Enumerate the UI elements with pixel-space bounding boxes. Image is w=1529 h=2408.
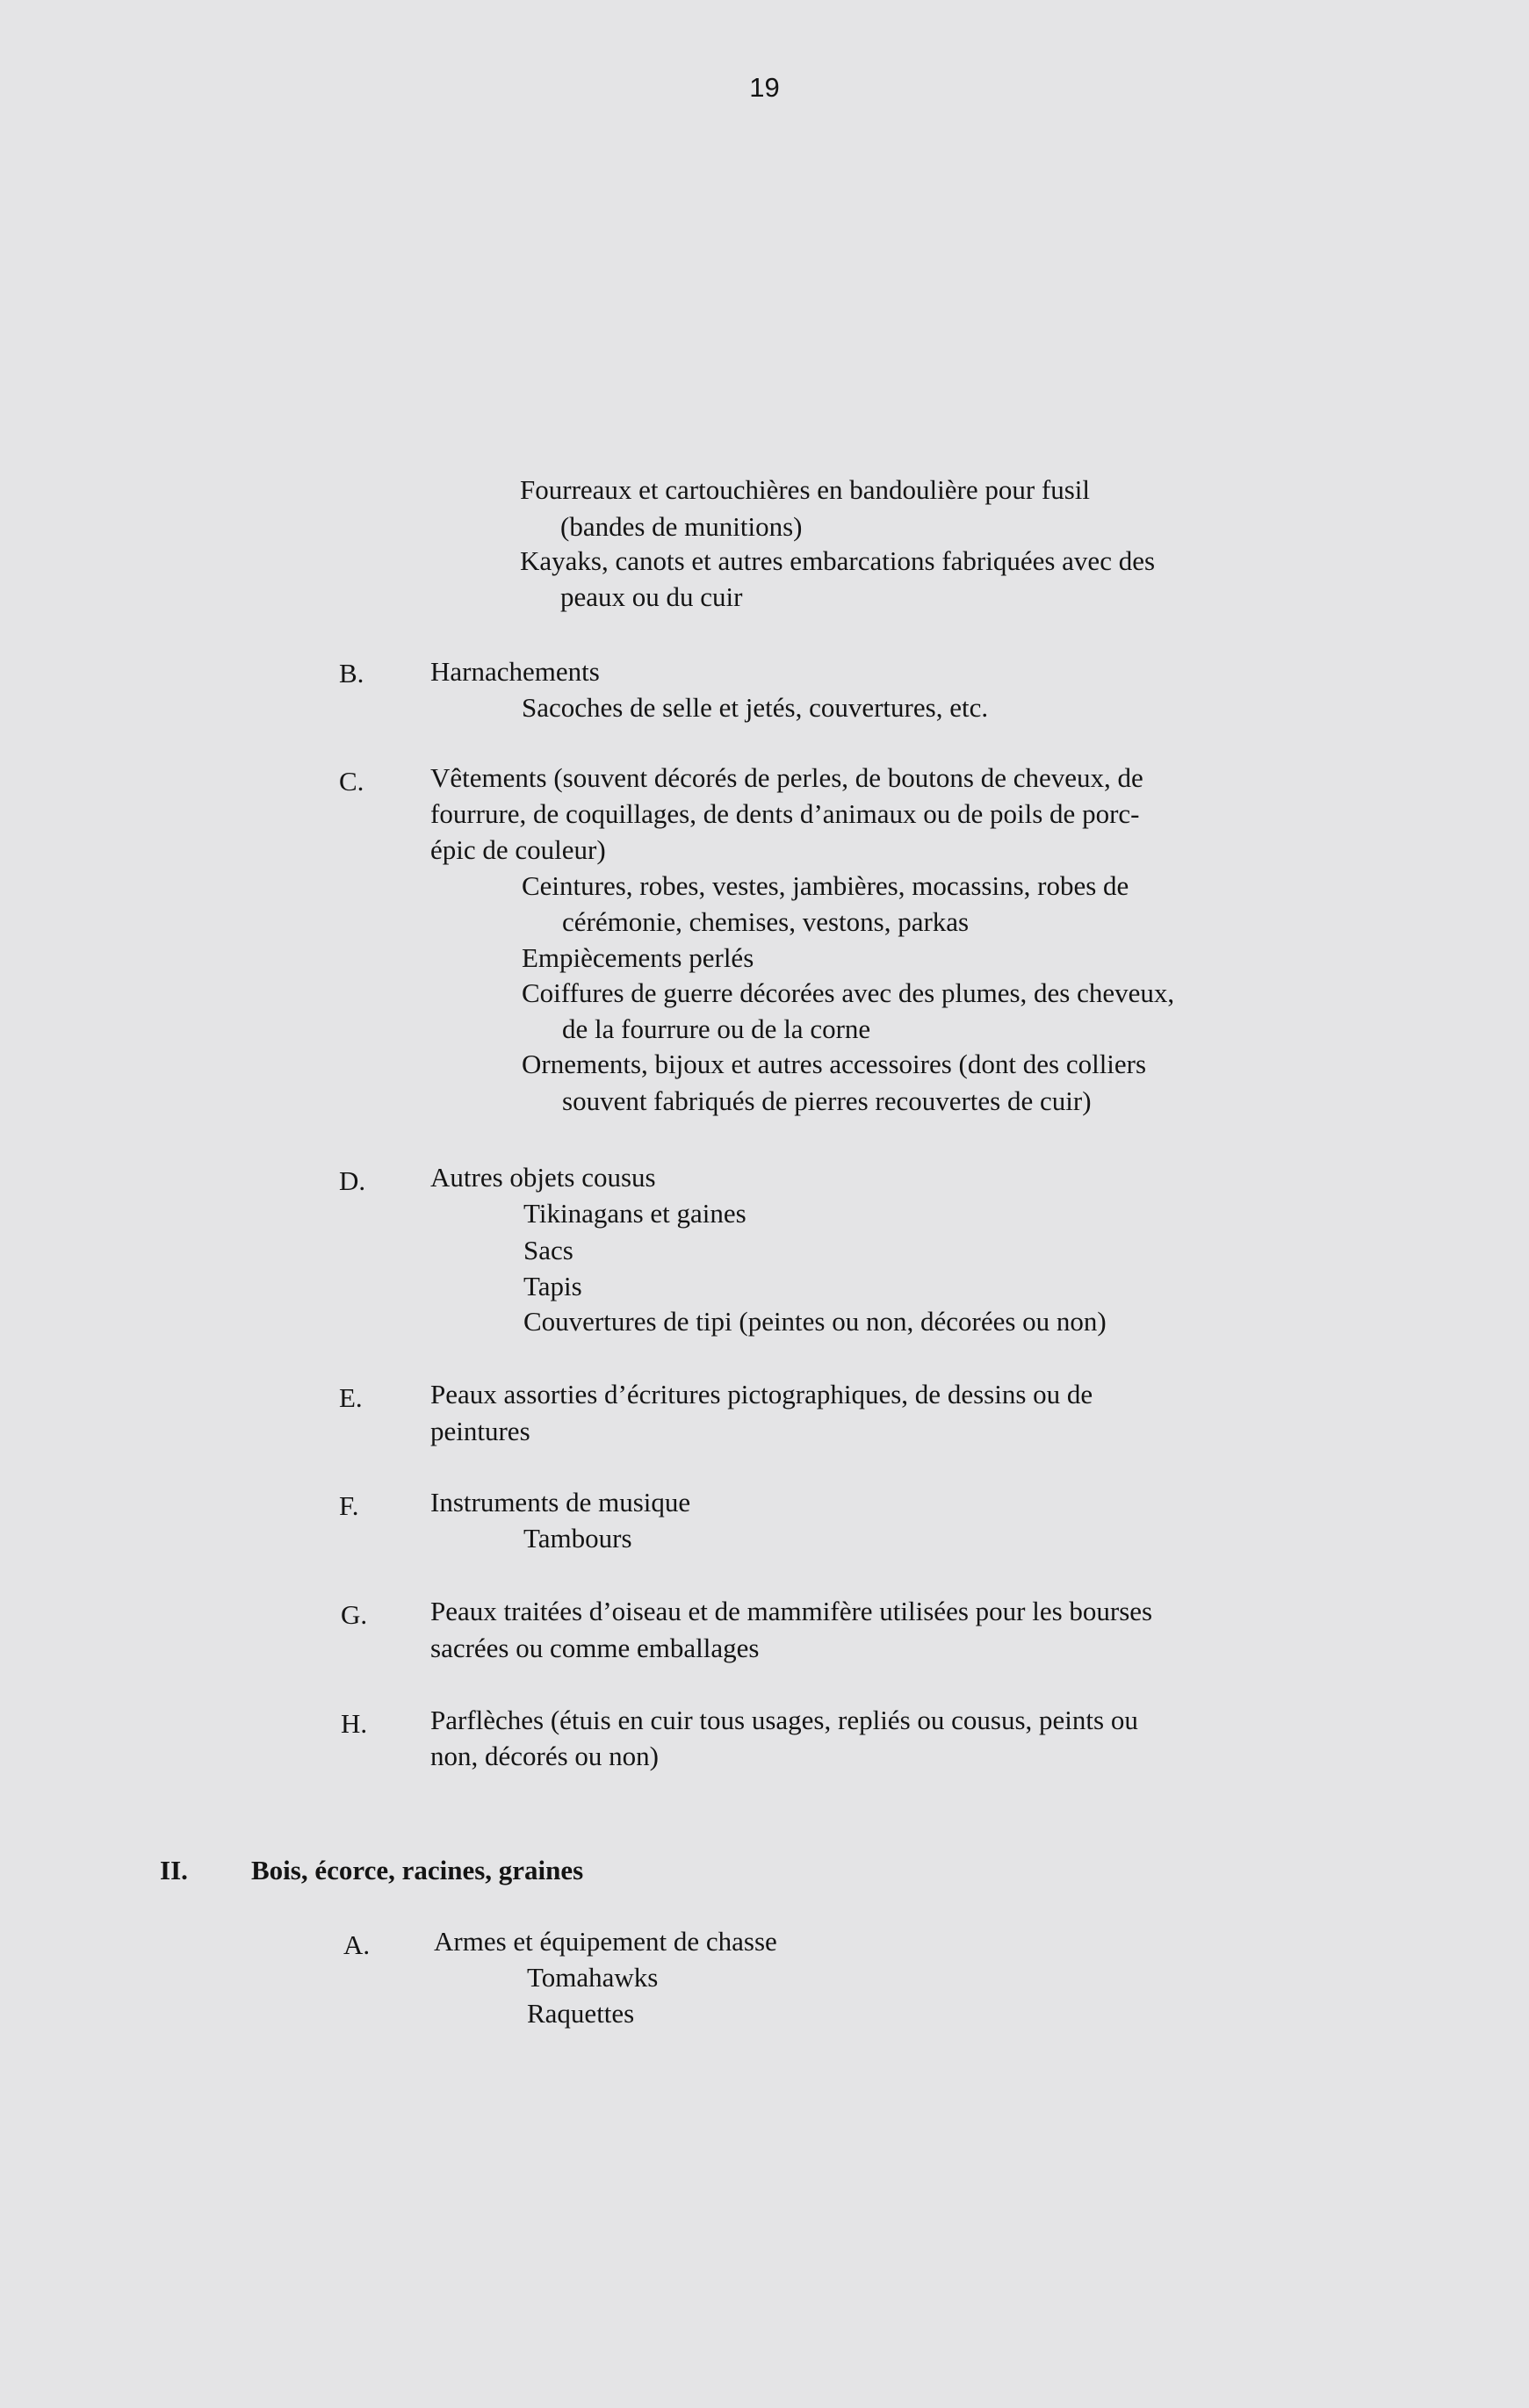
part-heading-ii: Bois, écorce, racines, graines bbox=[251, 1855, 584, 1885]
section-title-h: Parflèches (étuis en cuir tous usages, repliés ou cousus, peints ou bbox=[430, 1705, 1138, 1735]
list-item: Coiffures de guerre décorées avec des plumes, des cheveux, bbox=[522, 977, 1175, 1008]
section-title-b: Harnachements bbox=[430, 656, 600, 687]
list-item: Tomahawks bbox=[527, 1962, 659, 1993]
section-letter-d: D. bbox=[339, 1165, 366, 1196]
list-item: Tambours bbox=[523, 1523, 632, 1554]
section-title-a: Armes et équipement de chasse bbox=[434, 1926, 777, 1957]
section-letter-b: B. bbox=[339, 658, 364, 689]
section-letter-a: A. bbox=[343, 1929, 371, 1960]
list-item-continuation: cérémonie, chemises, vestons, parkas bbox=[562, 906, 970, 937]
list-item: Ceintures, robes, vestes, jambières, mocassins, robes de bbox=[522, 870, 1129, 901]
section-title-e: Peaux assorties d’écritures pictographiques, de dessins ou de bbox=[430, 1379, 1093, 1409]
list-item-continuation: (bandes de munitions) bbox=[560, 511, 803, 542]
section-title-c-cont: fourrure, de coquillages, de dents d’animaux ou de poils de porc- bbox=[430, 798, 1140, 829]
list-item-continuation: de la fourrure ou de la corne bbox=[562, 1013, 871, 1044]
list-item: Empiècements perlés bbox=[522, 942, 754, 973]
list-item: Tapis bbox=[523, 1271, 582, 1301]
list-item: Raquettes bbox=[527, 1998, 635, 2029]
list-item: Kayaks, canots et autres embarcations fabriquées avec des bbox=[520, 545, 1156, 576]
list-item: Ornements, bijoux et autres accessoires (dont des colliers bbox=[522, 1049, 1147, 1079]
section-title-g: Peaux traitées d’oiseau et de mammifère utilisées pour les bourses bbox=[430, 1596, 1153, 1626]
section-title-g-cont: sacrées ou comme emballages bbox=[430, 1633, 760, 1663]
list-item: Sacs bbox=[523, 1235, 573, 1265]
section-title-f: Instruments de musique bbox=[430, 1487, 691, 1518]
list-item-continuation: peaux ou du cuir bbox=[560, 581, 743, 612]
section-letter-h: H. bbox=[341, 1708, 368, 1739]
section-letter-f: F. bbox=[339, 1490, 359, 1521]
list-item: Tikinagans et gaines bbox=[523, 1198, 746, 1229]
part-numeral-ii: II. bbox=[160, 1855, 188, 1885]
section-title-h-cont: non, décorés ou non) bbox=[430, 1741, 659, 1771]
section-title-d: Autres objets cousus bbox=[430, 1162, 656, 1193]
list-item: Fourreaux et cartouchières en bandoulière pour fusil bbox=[520, 474, 1091, 505]
section-letter-g: G. bbox=[341, 1599, 368, 1630]
page-number: 19 bbox=[749, 72, 780, 103]
list-item: Sacoches de selle et jetés, couvertures, etc. bbox=[522, 692, 989, 723]
list-item-continuation: souvent fabriqués de pierres recouvertes de cuir) bbox=[562, 1085, 1092, 1116]
section-letter-e: E. bbox=[339, 1382, 363, 1413]
section-letter-c: C. bbox=[339, 766, 364, 797]
list-item: Couvertures de tipi (peintes ou non, décorées ou non) bbox=[523, 1306, 1107, 1337]
section-title-c: Vêtements (souvent décorés de perles, de boutons de cheveux, de bbox=[430, 762, 1143, 793]
section-title-e-cont: peintures bbox=[430, 1416, 530, 1446]
section-title-c-cont: épic de couleur) bbox=[430, 834, 606, 865]
